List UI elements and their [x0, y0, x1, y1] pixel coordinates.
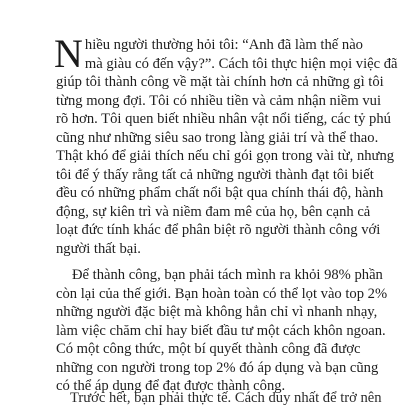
- paragraph-1-line: mà giàu có đến vậy?”. Cách tôi thực hiện mọi việc đã: [84, 55, 398, 72]
- paragraph-2-line: những người đặc biệt mà không hẳn chỉ vì nhanh nhạy,: [56, 304, 378, 320]
- paragraph-2-line: Có một công thức, một bí quyết thành công đã được: [56, 341, 361, 357]
- paragraph-2-line: còn lại của thế giới. Bạn hoàn toàn có thể lọt vào top 2%: [56, 285, 388, 302]
- paragraph-1-line: tôi để ý thấy rằng tất cả những người thành đạt tôi biết: [56, 166, 374, 183]
- paragraph-1-line: đều có những phẩm chất nổi bật qua chính thái độ, hành: [56, 185, 384, 201]
- paragraph-1-line: động, sự kiên trì và niềm đam mê của họ, bên cạnh cả: [56, 203, 371, 220]
- paragraph-gap: [56, 258, 376, 266]
- paragraph-1-line: rõ hơn. Tôi quen biết nhiều nhân vật nổi tiếng, các tỷ phú: [56, 111, 391, 127]
- paragraph-2-line: Để thành công, bạn phải tách mình ra khỏi 98% phần: [72, 267, 383, 283]
- paragraph-2-line: có thể áp dụng để đạt được thành công.: [56, 378, 286, 394]
- paragraph-2-line: những con người trong top 2% đó áp dụng và bạn cũng: [56, 359, 379, 376]
- paragraph-1-line: cũng như những siêu sao trong làng giải trí và thể thao.: [56, 129, 379, 146]
- paragraph-1-line: Thật khó để giải thích nếu chỉ gói gọn trong vài từ, nhưng: [56, 148, 395, 164]
- drop-cap: N: [54, 31, 83, 76]
- paragraph-2-line: làm việc chăm chỉ hay biết đầu tư một cách khôn ngoan.: [56, 322, 386, 339]
- cutoff-line: Trước hết, bạn phải thực tế. Cách duy nhất để trở nên: [70, 390, 382, 406]
- paragraph-1-line: loạt đức tính khác để phân biệt rõ người thành công với: [56, 222, 381, 238]
- paragraph-1-line: từng mong đợi. Tôi có nhiều tiền và cảm nhận niềm vui: [56, 92, 382, 109]
- paragraph-1-line: người thất bại.: [56, 240, 141, 257]
- paragraph-2: [56, 266, 388, 396]
- paragraph-1-line: giúp tôi thành công về mặt tài chính hơn cả những gì tôi: [56, 74, 384, 90]
- paragraph-1-line: hiều người thường hỏi tôi: “Anh đã làm thế nào: [84, 37, 363, 53]
- paragraph-1: [54, 31, 398, 258]
